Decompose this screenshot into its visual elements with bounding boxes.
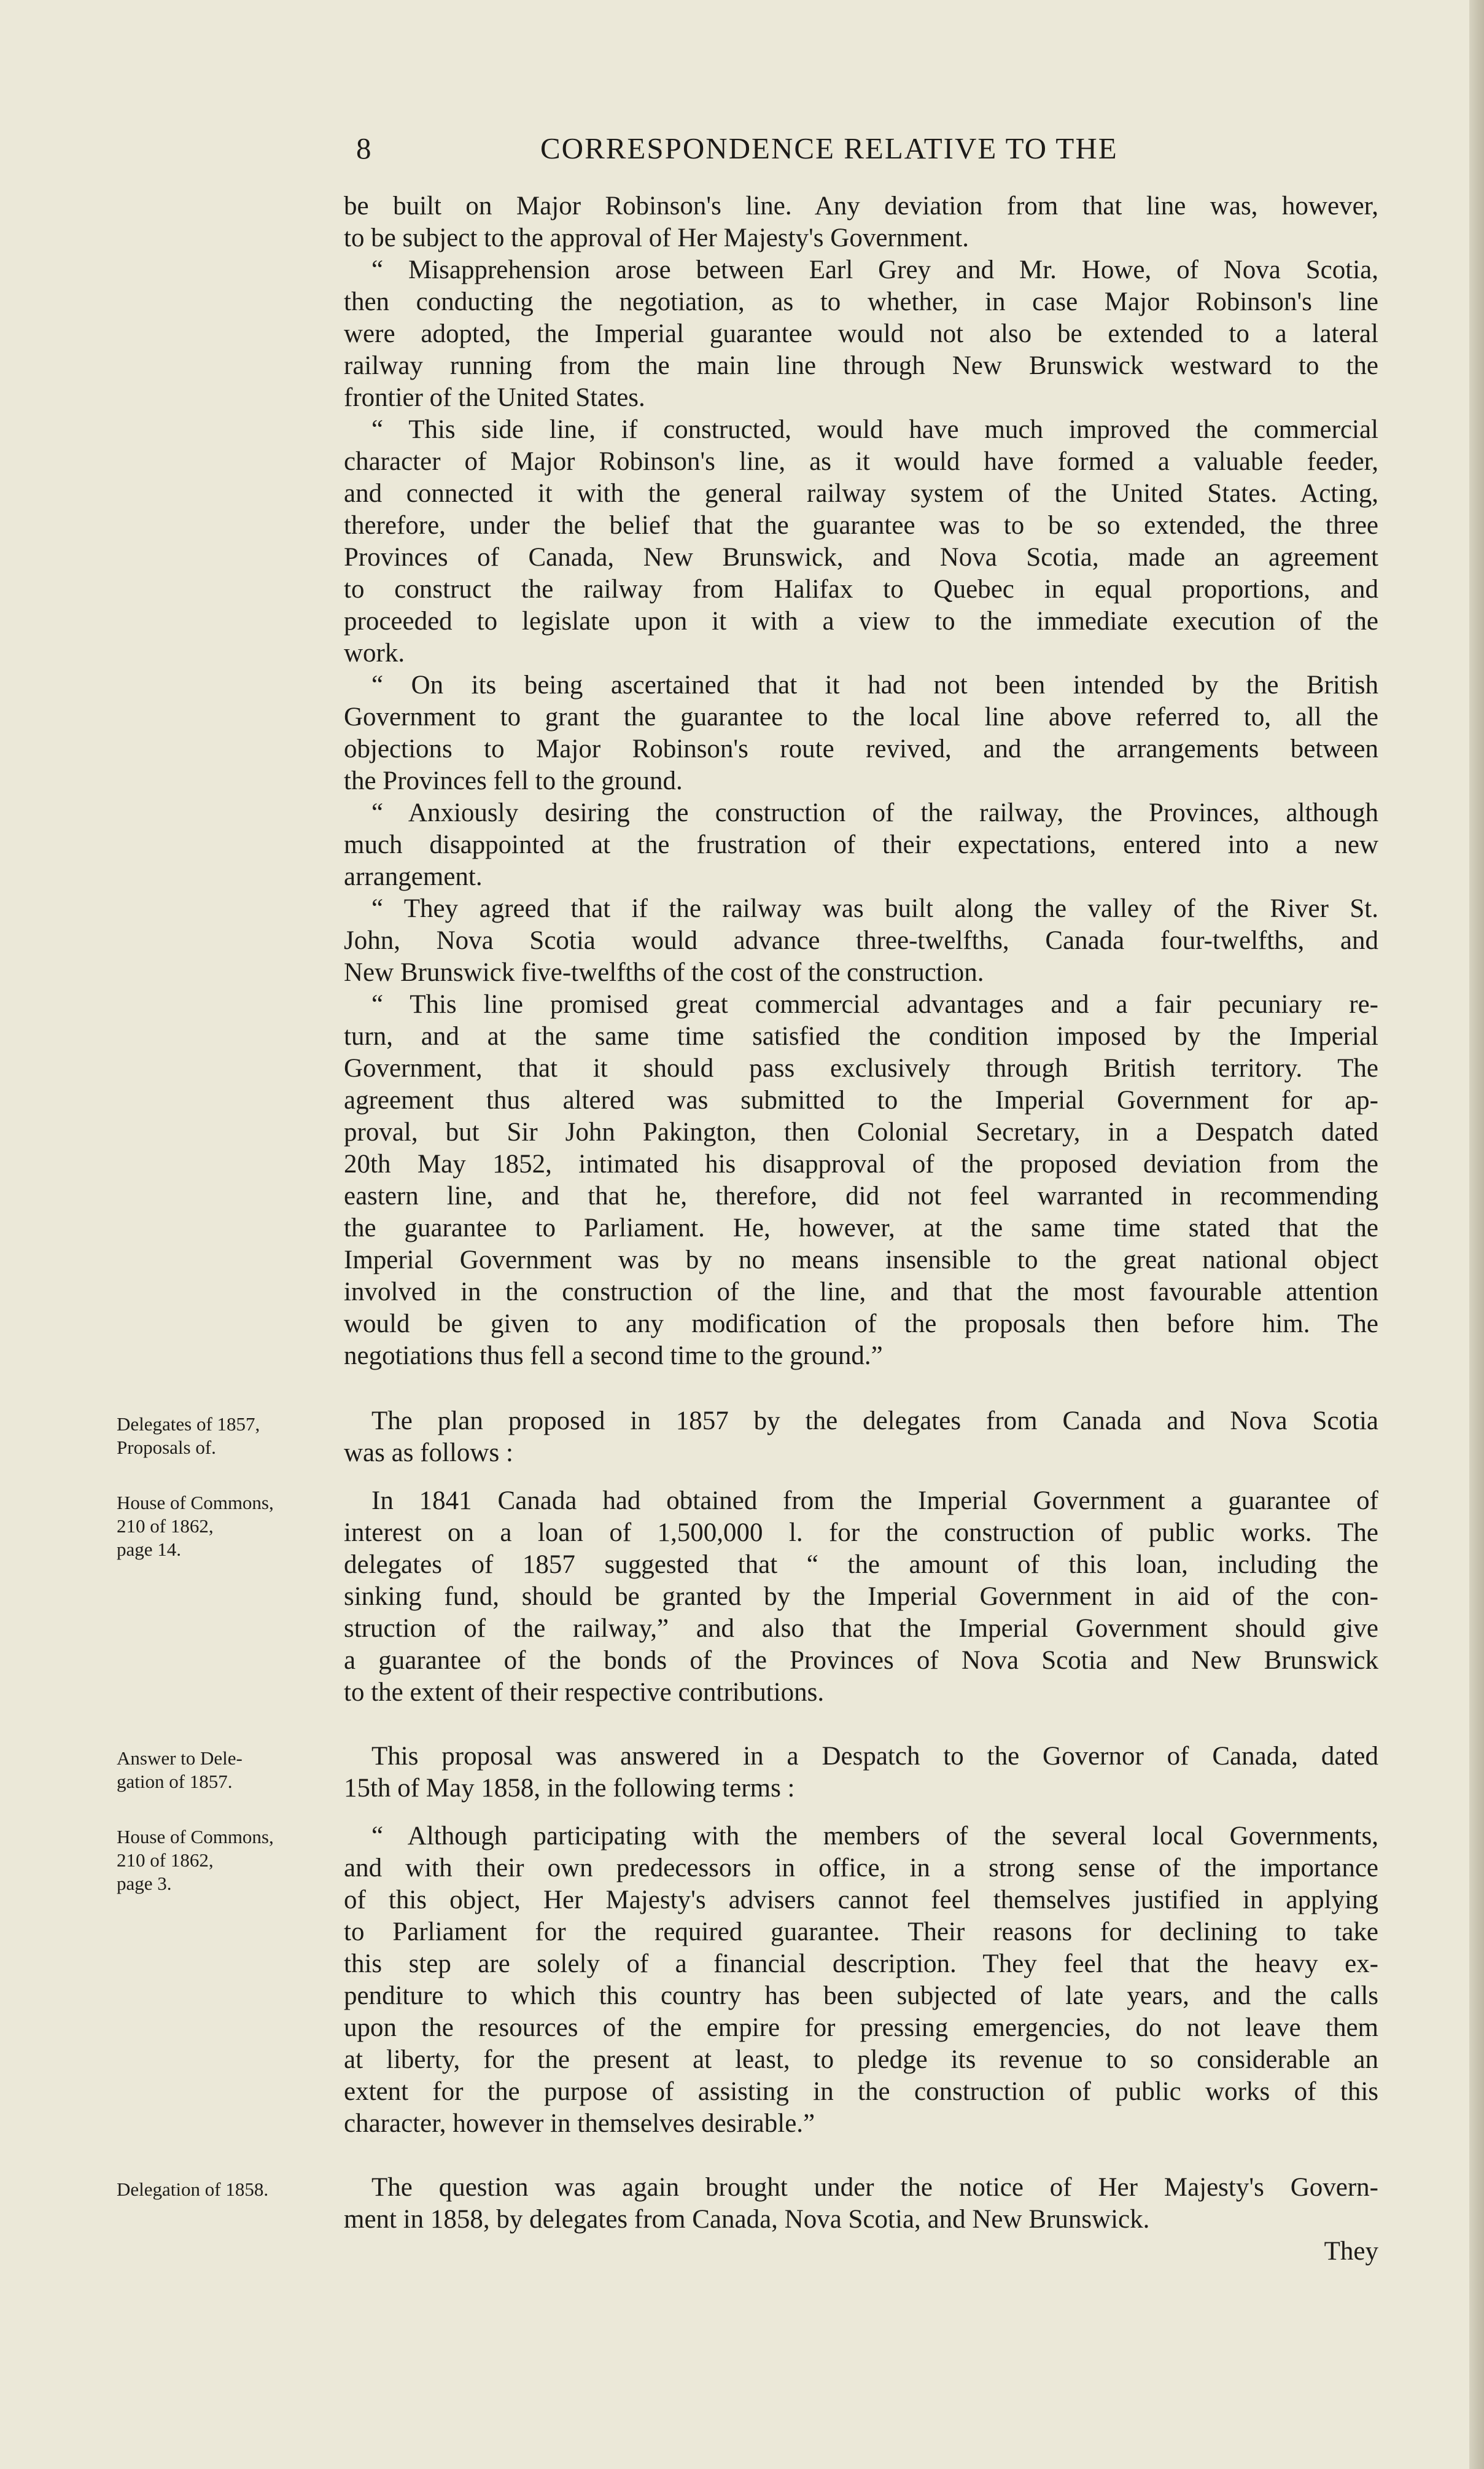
text-line: to be subject to the approval of Her Majesty's Government. xyxy=(344,224,969,252)
text-line: interest on a loan of 1,500,000 l. for the construction of public works. The xyxy=(344,1518,1378,1547)
margin-note-line: gation of 1857. xyxy=(117,1771,233,1792)
text-line: “ On its being ascertained that it had not been intended by the British xyxy=(371,671,1378,700)
text-line: sinking fund, should be granted by the Imperial Government in aid of the con- xyxy=(344,1582,1378,1611)
paragraph-misapprehension xyxy=(344,254,1378,414)
text-line: “ Anxiously desiring the construction of the railway, the Provinces, although xyxy=(371,798,1378,827)
text-line: much disappointed at the frustration of their expectations, entered into a new xyxy=(344,830,1378,859)
text-line: would be given to any modification of the proposals then before him. The xyxy=(344,1309,1378,1338)
margin-note-delegation-1858 xyxy=(117,2178,338,2201)
text-line: at liberty, for the present at least, to pledge its revenue to so considerable an xyxy=(344,2045,1378,2074)
text-line: turn, and at the same time satisfied the condition imposed by the Imperial xyxy=(344,1022,1378,1051)
text-line: Government to grant the guarantee to the local line above referred to, all the xyxy=(344,703,1378,731)
text-line: railway running from the main line through New Brunswick westward to the xyxy=(344,351,1378,380)
paragraph-question-1858 xyxy=(344,2172,1378,2236)
text-line: this step are solely of a financial description. They feel that the heavy ex- xyxy=(344,1949,1378,1978)
text-line: character of Major Robinson's line, as it would have formed a valuable feeder, xyxy=(344,447,1378,476)
text-line: extent for the purpose of assisting in the construction of public works of this xyxy=(344,2077,1378,2106)
margin-note-house-commons-14 xyxy=(117,1491,338,1561)
text-line: ment in 1858, by delegates from Canada, Nova Scotia, and New Brunswick. xyxy=(344,2205,1150,2234)
text-line: The question was again brought under the notice of Her Majesty's Govern- xyxy=(371,2173,1378,2202)
paragraph-canada-1841 xyxy=(344,1485,1378,1709)
text-line: delegates of 1857 suggested that “ the amount of this loan, including the xyxy=(344,1550,1378,1579)
text-line: 15th of May 1858, in the following terms : xyxy=(344,1774,795,1803)
paragraph-side-line xyxy=(344,414,1378,669)
text-line: arrangement. xyxy=(344,862,483,891)
text-line: character, however in themselves desirable.” xyxy=(344,2109,815,2138)
text-line: and with their own predecessors in office, in a strong sense of the importance xyxy=(344,1854,1378,1882)
text-line: involved in the construction of the line, and that the most favourable attention xyxy=(344,1277,1378,1306)
margin-note-line: page 3. xyxy=(117,1873,172,1894)
page-edge-shadow xyxy=(1469,0,1484,2469)
text-line: were adopted, the Imperial guarantee would not also be extended to a lateral xyxy=(344,319,1378,348)
running-title: CORRESPONDENCE RELATIVE TO THE xyxy=(540,131,1118,165)
text-line: “ Misapprehension arose between Earl Grey and Mr. Howe, of Nova Scotia, xyxy=(371,255,1378,284)
text-line: to construct the railway from Halifax to Quebec in equal proportions, and xyxy=(344,575,1378,604)
text-line: a guarantee of the bonds of the Provinces of Nova Scotia and New Brunswick xyxy=(344,1646,1378,1675)
catchword xyxy=(344,2236,1378,2268)
text-line: therefore, under the belief that the guarantee was to be so extended, the three xyxy=(344,511,1378,540)
text-line: to the extent of their respective contributions. xyxy=(344,1678,825,1707)
page-number: 8 xyxy=(356,131,373,165)
text-line: agreement thus altered was submitted to the Imperial Government for ap- xyxy=(344,1086,1378,1115)
paragraph-agreed xyxy=(344,893,1378,989)
text-line: “ They agreed that if the railway was built along the valley of the River St. xyxy=(371,894,1378,923)
text-line: Provinces of Canada, New Brunswick, and Nova Scotia, made an agreement xyxy=(344,543,1378,572)
text-line: frontier of the United States. xyxy=(344,383,645,412)
margin-note-line: House of Commons, xyxy=(117,1492,274,1513)
text-line: proceeded to legislate upon it with a view to the immediate execution of the xyxy=(344,607,1378,636)
paragraph-answered xyxy=(344,1741,1378,1804)
text-line: “ This side line, if constructed, would have much improved the commercial xyxy=(371,415,1378,444)
text-line: to Parliament for the required guarantee. Their reasons for declining to take xyxy=(344,1917,1378,1946)
margin-note-line: Answer to Dele- xyxy=(117,1747,243,1769)
text-line: Imperial Government was by no means insensible to the great national object xyxy=(344,1246,1378,1274)
margin-note-line: Delegation of 1858. xyxy=(117,2178,269,2200)
margin-note-line: 210 of 1862, xyxy=(117,1515,214,1537)
text-line: the guarantee to Parliament. He, however, at the same time stated that the xyxy=(344,1214,1378,1242)
text-line: struction of the railway,” and also that the Imperial Government should give xyxy=(344,1614,1378,1643)
text-line: objections to Major Robinson's route revived, and the arrangements between xyxy=(344,735,1378,763)
paragraph-plan-1857 xyxy=(344,1405,1378,1469)
margin-note-line: Delegates of 1857, xyxy=(117,1413,260,1435)
paragraph-anxiously xyxy=(344,797,1378,893)
margin-note-house-commons-3 xyxy=(117,1825,338,1895)
text-line: penditure to which this country has been subjected of late years, and the calls xyxy=(344,1981,1378,2010)
text-line: This proposal was answered in a Despatch to the Governor of Canada, dated xyxy=(371,1742,1378,1771)
text-line: In 1841 Canada had obtained from the Imperial Government a guarantee of xyxy=(371,1486,1378,1515)
page-header xyxy=(344,129,1378,168)
text-line: 20th May 1852, intimated his disapproval of the proposed deviation from the xyxy=(344,1150,1378,1179)
margin-note-answer-delegation xyxy=(117,1747,338,1793)
text-line: The plan proposed in 1857 by the delegates from Canada and Nova Scotia xyxy=(371,1406,1378,1435)
paragraph-promised xyxy=(344,989,1378,1372)
margin-note-line: page 14. xyxy=(117,1539,182,1560)
catchword-text: They xyxy=(1324,2237,1378,2266)
margin-note-line: 210 of 1862, xyxy=(117,1849,214,1871)
text-line: upon the resources of the empire for pressing emergencies, do not leave them xyxy=(344,2013,1378,2042)
paragraph-top-continuation xyxy=(344,190,1378,254)
text-line: “ This line promised great commercial advantages and a fair pecuniary re- xyxy=(371,990,1378,1019)
paragraph-although xyxy=(344,1820,1378,2140)
text-line: eastern line, and that he, therefore, did not feel warranted in recommending xyxy=(344,1182,1378,1211)
text-line: proval, but Sir John Pakington, then Colonial Secretary, in a Despatch dated xyxy=(344,1118,1378,1147)
text-line: the Provinces fell to the ground. xyxy=(344,766,683,795)
text-line: negotiations thus fell a second time to the ground.” xyxy=(344,1341,883,1370)
margin-note-delegates-1857 xyxy=(117,1413,338,1459)
text-line: was as follows : xyxy=(344,1438,513,1467)
text-line: of this object, Her Majesty's advisers cannot feel themselves justified in applying xyxy=(344,1886,1378,1914)
text-line: New Brunswick five-twelfths of the cost of the construction. xyxy=(344,958,984,987)
text-line: “ Although participating with the members of the several local Governments, xyxy=(371,1822,1378,1851)
margin-note-line: Proposals of. xyxy=(117,1437,216,1458)
margin-note-line: House of Commons, xyxy=(117,1826,274,1847)
text-line: John, Nova Scotia would advance three-twelfths, Canada four-twelfths, and xyxy=(344,926,1378,955)
text-line: work. xyxy=(344,639,405,668)
text-line: then conducting the negotiation, as to whether, in case Major Robinson's line xyxy=(344,287,1378,316)
text-line: Government, that it should pass exclusively through British territory. The xyxy=(344,1054,1378,1083)
text-line: and connected it with the general railway system of the United States. Acting, xyxy=(344,479,1378,508)
text-line: be built on Major Robinson's line. Any deviation from that line was, however, xyxy=(344,192,1378,220)
paragraph-ascertained xyxy=(344,669,1378,797)
